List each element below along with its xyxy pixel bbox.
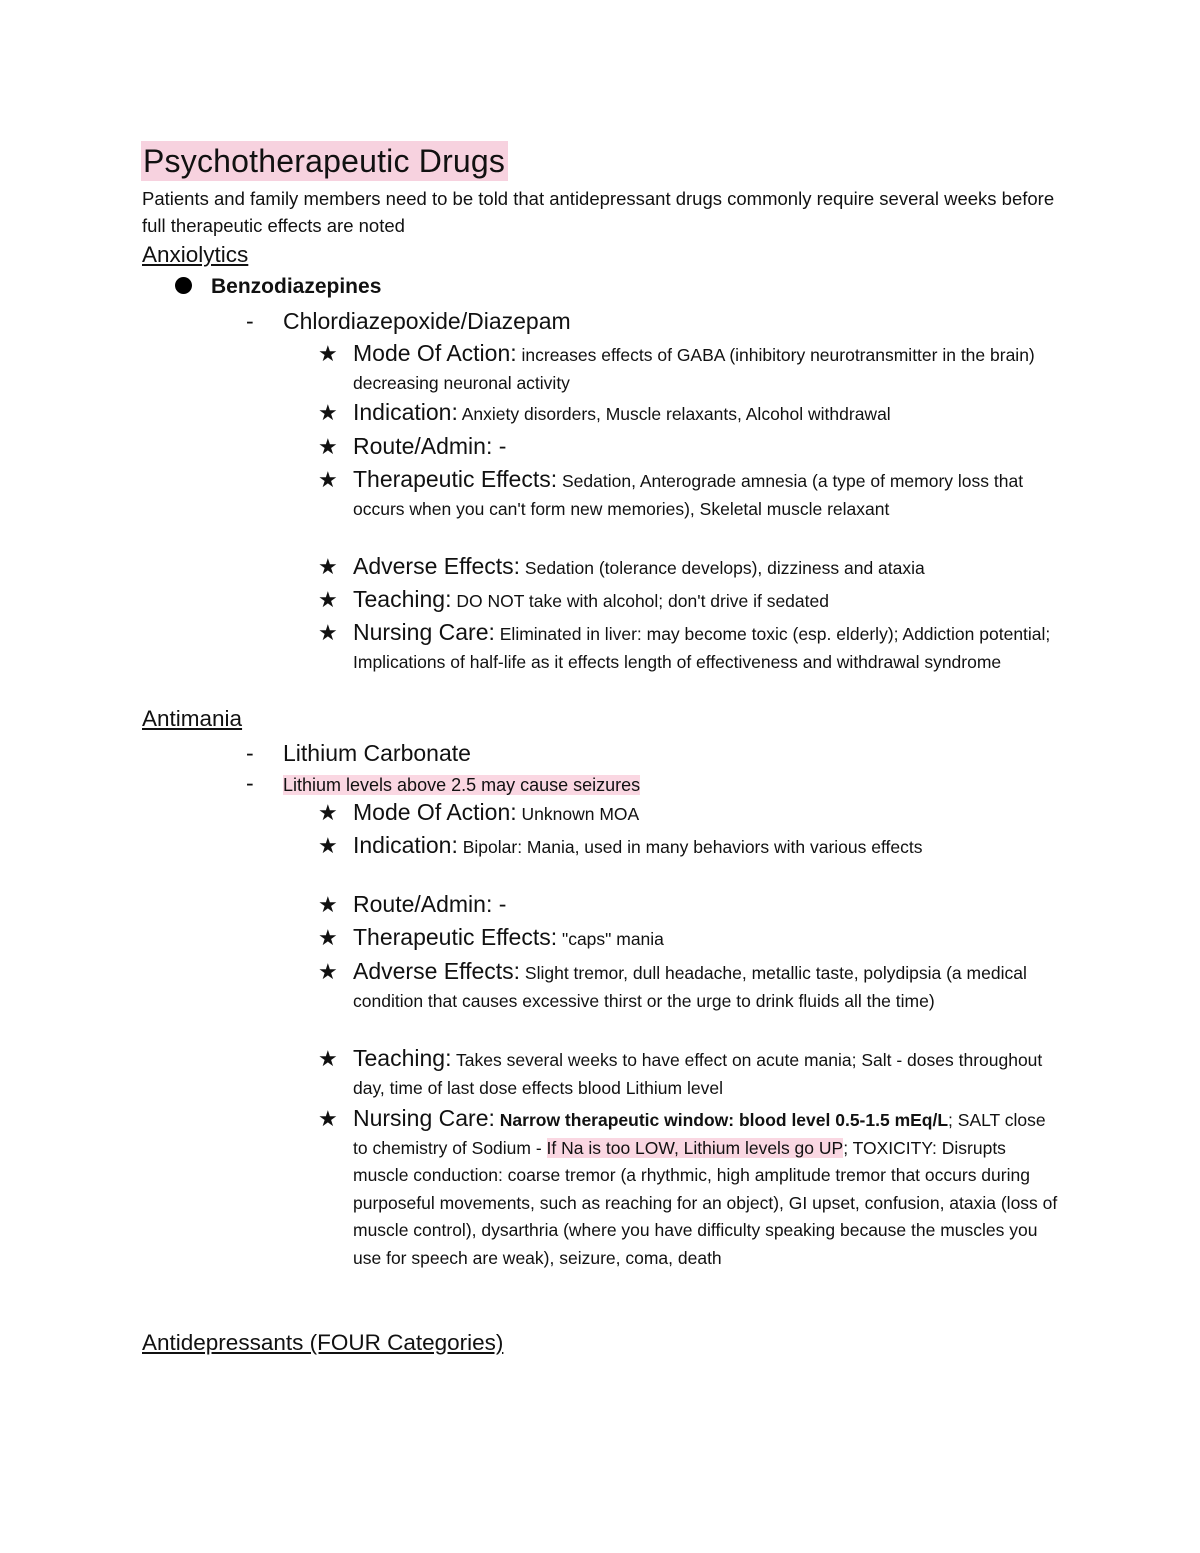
item-label: Mode Of Action: xyxy=(353,340,517,366)
item-label: Therapeutic Effects: xyxy=(353,466,558,492)
intro-paragraph: Patients and family members need to be told that antidepressant drugs commonly require several weeks before full therapeutic effects are noted xyxy=(142,188,1055,236)
star-icon: ★ xyxy=(318,959,338,984)
item-label: Indication: xyxy=(353,832,458,858)
item-label: Mode Of Action: xyxy=(353,799,517,825)
list-item xyxy=(318,340,1058,397)
section-heading-anxiolytics: Anxiolytics xyxy=(142,242,249,267)
star-icon: ★ xyxy=(318,925,338,950)
list-item xyxy=(318,891,1058,921)
list-item-nursing-care xyxy=(318,1105,1058,1272)
star-icon: ★ xyxy=(318,833,338,858)
bold-text: Narrow therapeutic window: blood level 0.5-1.5 mEq/L xyxy=(499,1110,949,1130)
list-item xyxy=(318,924,1058,954)
star-icon: ★ xyxy=(318,554,338,579)
item-text: Sedation, Anterograde amnesia (a type of memory loss that occurs when you can't form new memories), Skeletal muscle relaxant xyxy=(353,471,1024,519)
item-label: Nursing Care: xyxy=(353,619,495,645)
list-item-warning xyxy=(246,769,640,799)
star-icon: ★ xyxy=(318,467,338,492)
list-item xyxy=(318,433,1058,463)
list-item xyxy=(318,553,1058,583)
star-icon: ★ xyxy=(318,400,338,425)
star-icon: ★ xyxy=(318,587,338,612)
drug-name: Chlordiazepoxide/Diazepam xyxy=(283,308,571,334)
star-icon: ★ xyxy=(318,620,338,645)
section-heading-antidepressants: Antidepressants (FOUR Categories) xyxy=(142,1330,504,1355)
item-label: Therapeutic Effects: xyxy=(353,924,558,950)
list-item xyxy=(318,832,1058,862)
item-label: Route/Admin: - xyxy=(353,891,507,917)
item-text: Bipolar: Mania, used in many behaviors with various effects xyxy=(457,837,923,857)
list-item xyxy=(318,958,1058,1015)
warning-text: Lithium levels above 2.5 may cause seizures xyxy=(283,775,641,795)
star-icon: ★ xyxy=(318,341,338,366)
star-icon: ★ xyxy=(318,892,338,917)
item-text: Takes several weeks to have effect on acute mania; Salt - doses throughout day, time of last dose effects blood Lithium level xyxy=(353,1050,1043,1098)
dash-marker: - xyxy=(246,740,254,766)
star-icon: ★ xyxy=(318,800,338,825)
list-item xyxy=(318,619,1058,676)
drug-class-label: Benzodiazepines xyxy=(211,275,382,298)
list-item xyxy=(318,466,1058,523)
highlighted-text: If Na is too LOW, Lithium levels go UP xyxy=(546,1137,844,1158)
item-label: Nursing Care: xyxy=(353,1105,495,1131)
list-item-drug xyxy=(246,307,571,335)
item-text: Eliminated in liver: may become toxic (esp. elderly); Addiction potential; Implications of half-life as it effects length of effectiveness and withdrawal syndrome xyxy=(353,624,1051,672)
item-text: DO NOT take with alcohol; don't drive if sedated xyxy=(451,591,829,611)
item-text: ; TOXICITY: Disrupts muscle conduction: coarse tremor (a rhythmic, high amplitude tremor that occurs during purposeful movements, such as reaching for an object), GI upset, confusion, ataxia (loss of muscle control), dysarthria (where you have difficulty speaking because the muscles you use for speech are weak), seizure, coma, death xyxy=(353,1137,1058,1268)
list-item-drug xyxy=(246,739,471,767)
list-item xyxy=(318,1045,1058,1102)
dash-marker: - xyxy=(246,308,254,334)
item-text: Slight tremor, dull headache, metallic taste, polydipsia (a medical condition that causes excessive thirst or the urge to drink fluids all the time) xyxy=(353,963,1027,1011)
star-icon: ★ xyxy=(318,434,338,459)
list-item-benzodiazepines xyxy=(175,273,381,301)
bullet-dot-icon xyxy=(175,277,192,294)
item-text: Anxiety disorders, Muscle relaxants, Alcohol withdrawal xyxy=(457,404,891,424)
drug-name: Lithium Carbonate xyxy=(283,740,471,766)
item-text: Unknown MOA xyxy=(516,804,640,824)
item-text: Sedation (tolerance develops), dizziness and ataxia xyxy=(520,558,925,578)
item-text: "caps" mania xyxy=(557,929,664,949)
item-label: Indication: xyxy=(353,399,458,425)
item-text: increases effects of GABA (inhibitory neurotransmitter in the brain) decreasing neuronal activity xyxy=(353,345,1035,393)
star-icon: ★ xyxy=(318,1106,338,1131)
section-heading-antimania: Antimania xyxy=(142,706,243,731)
list-item xyxy=(318,799,1058,829)
list-item xyxy=(318,586,1058,616)
page-title: Psychotherapeutic Drugs xyxy=(141,141,508,181)
item-text: ; SALT close to chemistry of Sodium - xyxy=(353,1110,1046,1158)
item-label: Route/Admin: - xyxy=(353,433,507,459)
item-label: Teaching: xyxy=(353,1045,452,1071)
item-label: Adverse Effects: xyxy=(353,553,521,579)
item-label: Teaching: xyxy=(353,586,452,612)
item-label: Adverse Effects: xyxy=(353,958,521,984)
dash-marker: - xyxy=(246,770,254,796)
list-item xyxy=(318,399,1058,429)
star-icon: ★ xyxy=(318,1046,338,1071)
